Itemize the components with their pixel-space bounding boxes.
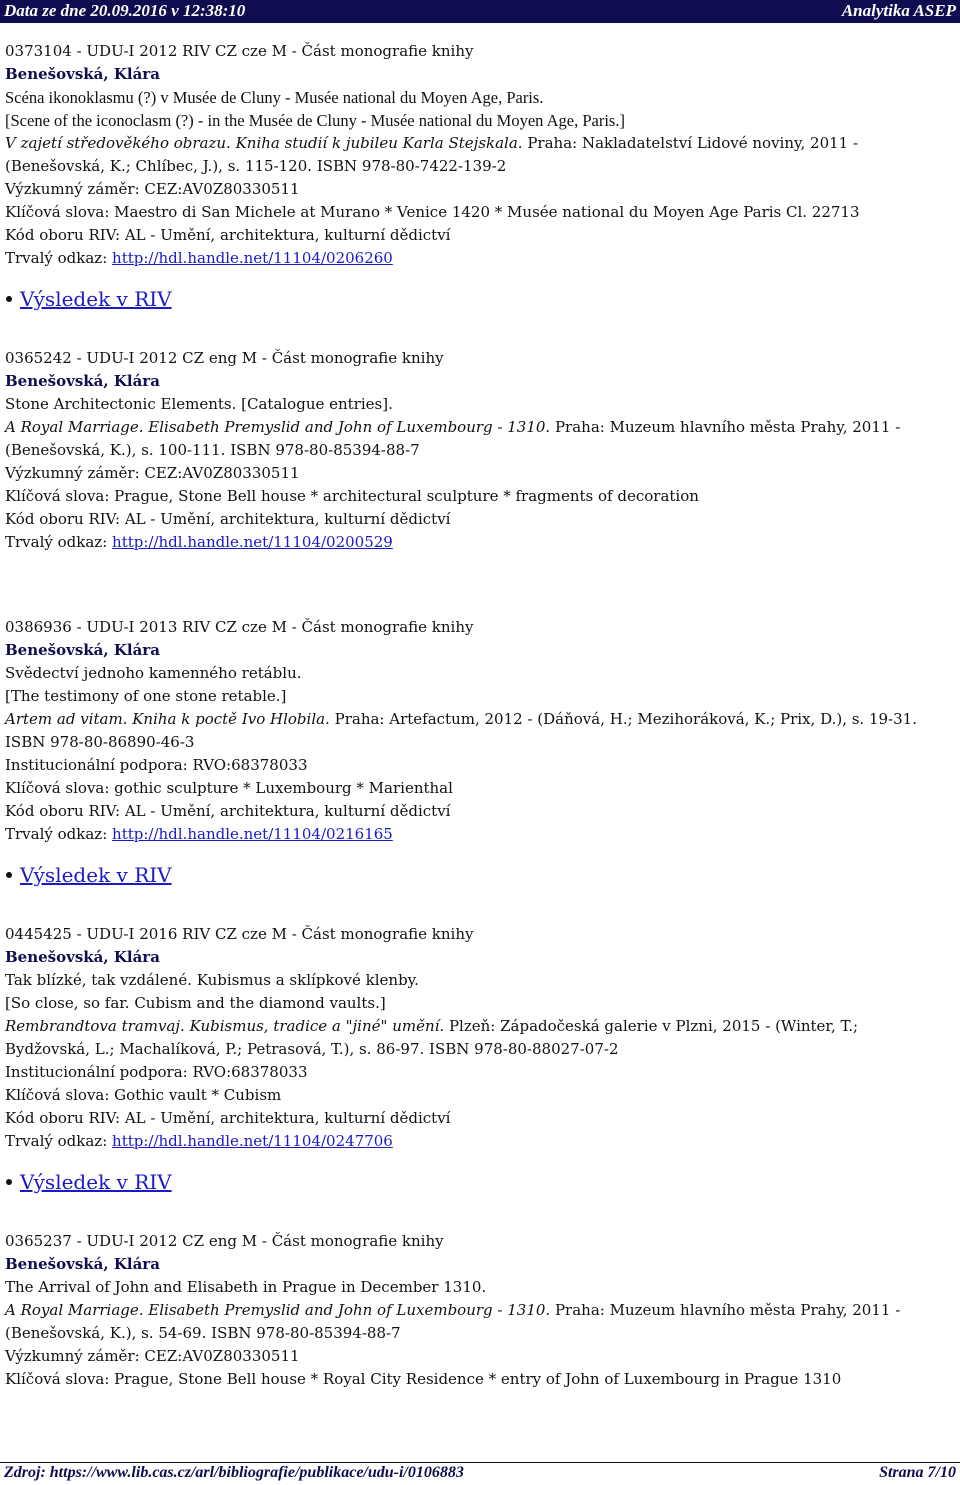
book-title: V zajetí středověkého obrazu. Kniha studií k jubileu Karla Stejskala. bbox=[5, 134, 523, 152]
entry-source bbox=[5, 132, 955, 155]
bibliography-list bbox=[5, 40, 955, 1391]
entry-field: Kód oboru RIV: AL - Umění, architektura, kulturní dědictví bbox=[5, 1109, 451, 1127]
entry-permalink bbox=[5, 247, 955, 270]
entry-title: Scéna ikonoklasmu (?) v Musée de Cluny - Musée national du Moyen Age, Paris. bbox=[5, 88, 544, 107]
permalink-label: Trvalý odkaz: bbox=[5, 1132, 113, 1150]
entry-keywords: Klíčová slova: Maestro di San Michele at Murano * Venice 1420 * Musée national du Moyen Age Paris Cl. 22713 bbox=[5, 203, 860, 221]
book-title: A Royal Marriage. Elisabeth Premyslid and John of Luxembourg - 1310. bbox=[5, 1301, 551, 1319]
bibliography-entry bbox=[5, 40, 955, 270]
entry-isbn: ISBN 978-80-86890-46-3 bbox=[5, 733, 195, 751]
publisher: Praha: Nakladatelství Lidové noviny, 2011 - bbox=[522, 134, 859, 152]
riv-result-link[interactable]: Výsledek v RIV bbox=[20, 1170, 172, 1194]
book-title: Artem ad vitam. Kniha k poctě Ivo Hlobila. bbox=[5, 710, 330, 728]
permalink-link[interactable]: http://hdl.handle.net/11104/0216165 bbox=[112, 825, 393, 843]
entry-field: Kód oboru RIV: AL - Umění, architektura, kulturní dědictví bbox=[5, 802, 451, 820]
entry-keywords: Klíčová slova: gothic sculpture * Luxembourg * Marienthal bbox=[5, 779, 453, 797]
riv-result-item bbox=[5, 1167, 955, 1197]
bullet-icon bbox=[6, 872, 12, 878]
entry-author: Benešovská, Klára bbox=[5, 1255, 160, 1273]
riv-result-link[interactable]: Výsledek v RIV bbox=[20, 863, 172, 887]
isbn: ISBN 978-80-85394-88-7 bbox=[206, 1324, 401, 1342]
entry-support: Institucionální podpora: RVO:68378033 bbox=[5, 756, 308, 774]
book-title: Rembrandtova tramvaj. Kubismus, tradice a "jiné" umění. bbox=[5, 1017, 445, 1035]
bibliography-entry bbox=[5, 347, 955, 554]
page-header-bar bbox=[0, 0, 960, 23]
entry-header: 0386936 - UDU-I 2013 RIV CZ cze M - Část monografie knihy bbox=[5, 618, 474, 636]
book-title: A Royal Marriage. Elisabeth Premyslid and John of Luxembourg - 1310. bbox=[5, 418, 551, 436]
footer-divider bbox=[0, 1462, 960, 1463]
export-date: Data ze dne 20.09.2016 v 12:38:10 bbox=[4, 1, 246, 20]
entry-title: The Arrival of John and Elisabeth in Prague in December 1310. bbox=[5, 1278, 487, 1296]
permalink-label: Trvalý odkaz: bbox=[5, 533, 113, 551]
entry-title-translation: [Scene of the iconoclasm (?) - in the Musée de Cluny - Musée national du Moyen Age, Paris.] bbox=[5, 111, 625, 130]
entry-source bbox=[5, 1299, 955, 1322]
entry-author: Benešovská, Klára bbox=[5, 372, 160, 390]
bullet-icon bbox=[6, 1179, 12, 1185]
entry-title-translation: [So close, so far. Cubism and the diamond vaults.] bbox=[5, 994, 386, 1012]
permalink-link[interactable]: http://hdl.handle.net/11104/0200529 bbox=[112, 533, 393, 551]
entry-keywords: Klíčová slova: Prague, Stone Bell house * architectural sculpture * fragments of decoration bbox=[5, 487, 699, 505]
bibliography-entry bbox=[5, 923, 955, 1153]
entry-header: 0373104 - UDU-I 2012 RIV CZ cze M - Část monografie knihy bbox=[5, 42, 474, 60]
entry-title: Stone Architectonic Elements. [Catalogue entries]. bbox=[5, 395, 393, 413]
entry-spacer bbox=[5, 554, 955, 616]
entry-source-cont bbox=[5, 155, 955, 178]
entry-keywords: Klíčová slova: Prague, Stone Bell house * Royal City Residence * entry of John of Luxembourg in Prague 1310 bbox=[5, 1370, 842, 1388]
entry-header: 0365242 - UDU-I 2012 CZ eng M - Část monografie knihy bbox=[5, 349, 444, 367]
entry-source-cont: Bydžovská, L.; Machalíková, P.; Petrasová, T.), s. 86-97. ISBN 978-80-88027-07-2 bbox=[5, 1040, 619, 1058]
publisher: Praha: Muzeum hlavního města Prahy, 2011 - bbox=[550, 1301, 901, 1319]
publisher: Praha: Artefactum, 2012 - (Dáňová, H.; Mezihoráková, K.; Prix, D.), s. 19-31. bbox=[329, 710, 917, 728]
permalink-link[interactable]: http://hdl.handle.net/11104/0247706 bbox=[112, 1132, 393, 1150]
entry-source bbox=[5, 416, 955, 439]
entry-permalink bbox=[5, 531, 955, 554]
entry-title: Tak blízké, tak vzdálené. Kubismus a sklípkové klenby. bbox=[5, 971, 419, 989]
editors-pages: (Benešovská, K.), s. 100-111. bbox=[5, 441, 226, 459]
page-footer bbox=[0, 1464, 960, 1485]
bibliography-entry bbox=[5, 1230, 955, 1391]
entry-field: Kód oboru RIV: AL - Umění, architektura, kulturní dědictví bbox=[5, 226, 451, 244]
publisher: Praha: Muzeum hlavního města Prahy, 2011 - bbox=[550, 418, 901, 436]
entry-author: Benešovská, Klára bbox=[5, 641, 160, 659]
source-url: Zdroj: https://www.lib.cas.cz/arl/bibliografie/publikace/udu-i/0106883 bbox=[4, 1464, 464, 1481]
page-number: Strana 7/10 bbox=[879, 1464, 956, 1481]
isbn: ISBN 978-80-7422-139-2 bbox=[312, 157, 507, 175]
riv-result-item bbox=[5, 284, 955, 314]
entry-source-cont bbox=[5, 1322, 955, 1345]
entry-permalink bbox=[5, 1130, 955, 1153]
entry-author: Benešovská, Klára bbox=[5, 65, 160, 83]
entry-author: Benešovská, Klára bbox=[5, 948, 160, 966]
report-title: Analytika ASEP bbox=[841, 1, 956, 20]
entry-source-cont bbox=[5, 439, 955, 462]
entry-support: Výzkumný záměr: CEZ:AV0Z80330511 bbox=[5, 464, 300, 482]
editors-pages: (Benešovská, K.; Chlíbec, J.), s. 115-120. bbox=[5, 157, 313, 175]
editors-pages: (Benešovská, K.), s. 54-69. bbox=[5, 1324, 207, 1342]
bibliography-entry bbox=[5, 616, 955, 846]
entry-keywords: Klíčová slova: Gothic vault * Cubism bbox=[5, 1086, 282, 1104]
entry-source bbox=[5, 1015, 955, 1038]
publisher: Plzeň: Západočeská galerie v Plzni, 2015 - (Winter, T.; bbox=[444, 1017, 859, 1035]
permalink-link[interactable]: http://hdl.handle.net/11104/0206260 bbox=[112, 249, 393, 267]
bullet-icon bbox=[6, 296, 12, 302]
entry-support: Výzkumný záměr: CEZ:AV0Z80330511 bbox=[5, 180, 300, 198]
entry-support: Institucionální podpora: RVO:68378033 bbox=[5, 1063, 308, 1081]
entry-support: Výzkumný záměr: CEZ:AV0Z80330511 bbox=[5, 1347, 300, 1365]
riv-result-link[interactable]: Výsledek v RIV bbox=[20, 287, 172, 311]
entry-header: 0365237 - UDU-I 2012 CZ eng M - Část monografie knihy bbox=[5, 1232, 444, 1250]
entry-permalink bbox=[5, 823, 955, 846]
entry-title: Svědectví jednoho kamenného retáblu. bbox=[5, 664, 302, 682]
permalink-label: Trvalý odkaz: bbox=[5, 249, 113, 267]
permalink-label: Trvalý odkaz: bbox=[5, 825, 113, 843]
riv-result-item bbox=[5, 860, 955, 890]
entry-source bbox=[5, 708, 955, 731]
entry-field: Kód oboru RIV: AL - Umění, architektura, kulturní dědictví bbox=[5, 510, 451, 528]
isbn: ISBN 978-80-85394-88-7 bbox=[225, 441, 420, 459]
entry-title-translation: [The testimony of one stone retable.] bbox=[5, 687, 287, 705]
entry-header: 0445425 - UDU-I 2016 RIV CZ cze M - Část monografie knihy bbox=[5, 925, 474, 943]
